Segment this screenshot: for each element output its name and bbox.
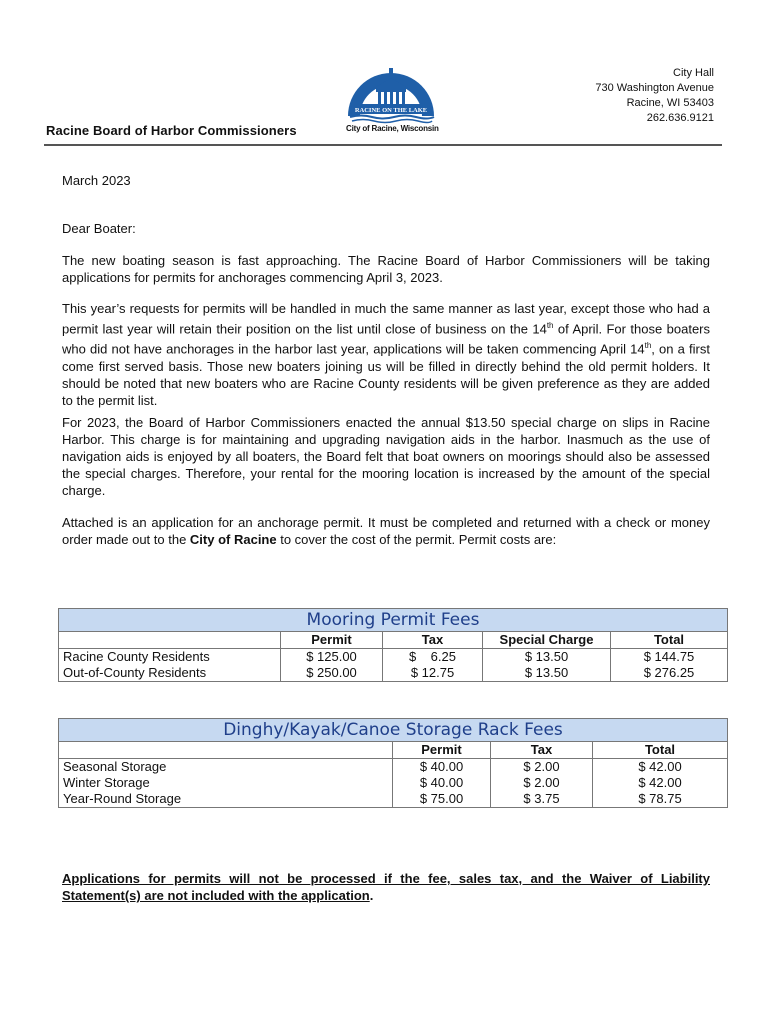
tax-value: $ 6.25	[409, 649, 456, 664]
mooring-fees-table	[58, 608, 728, 682]
application-notice	[62, 870, 710, 904]
tax-value: $ 2.00	[523, 759, 560, 774]
paragraph-3: For 2023, the Board of Harbor Commissioners enacted the annual $13.50 special charge on slips in Racine Harbor. This charge is for maintaining and upgrading navigation aids in the harbor. Inasmuch as the use of navigation aids is enjoyed by all boaters, the Board felt that boat owners on moorings should also be assessed the special charges. Therefore, your rental for the mooring location is increased by the amount of the special charge.	[62, 415, 710, 498]
organization-name: Racine Board of Harbor Commissioners	[46, 123, 297, 138]
special-charge-value: $ 13.50	[524, 649, 569, 664]
address-line: Racine, WI 53403	[626, 97, 714, 109]
total-value: $ 42.00	[638, 759, 682, 774]
total-value: $ 276.25	[643, 665, 695, 680]
tax-value: $ 2.00	[523, 775, 560, 790]
col-header-permit: Permit	[281, 632, 383, 649]
table-row	[59, 759, 728, 808]
payee-name: City of Racine	[189, 532, 277, 547]
return-address	[595, 66, 714, 126]
letter-date: March 2023	[62, 173, 131, 188]
notice-text: Applications for permits will not be processed if the fee, sales tax, and the Waiver of Liability Statement(s) are not included with the application	[62, 871, 710, 903]
paragraph-4-text: to cover the cost of the permit. Permit costs are:	[276, 532, 557, 547]
col-header-total: Total	[611, 632, 728, 649]
paragraph-2-text: , on a first come first served basis. Those new boaters joining us will be filled in directly behind the old permit holders. It should be noted that new boaters who are Racine County residents will be given preference as they are added to the permit list.	[62, 341, 710, 408]
col-header-special-charge: Special Charge	[483, 632, 611, 649]
logo-caption: City of Racine, Wisconsin	[346, 124, 439, 133]
row-labels	[59, 759, 393, 808]
total-values	[611, 649, 728, 682]
row-label: Winter Storage	[63, 775, 150, 790]
paragraph-4	[62, 514, 710, 548]
header-blank-cell	[59, 742, 393, 759]
mooring-fees-title: Mooring Permit Fees	[59, 609, 728, 632]
col-header-tax: Tax	[383, 632, 483, 649]
storage-fees-title: Dinghy/Kayak/Canoe Storage Rack Fees	[59, 719, 728, 742]
col-header-permit: Permit	[393, 742, 491, 759]
permit-value: $ 75.00	[419, 791, 464, 806]
special-charge-values	[483, 649, 611, 682]
col-header-tax: Tax	[491, 742, 593, 759]
permit-values	[393, 759, 491, 808]
permit-value: $ 125.00	[306, 649, 357, 664]
paragraph-2	[62, 300, 710, 409]
permit-value: $ 250.00	[306, 665, 357, 680]
total-value: $ 144.75	[643, 649, 695, 664]
address-line: 730 Washington Avenue	[595, 82, 714, 94]
header-blank-cell	[59, 632, 281, 649]
row-label: Seasonal Storage	[63, 759, 167, 774]
tax-values	[491, 759, 593, 808]
row-labels	[59, 649, 281, 682]
logo-banner-text: RACINE ON THE LAKE	[354, 107, 428, 114]
address-line: City Hall	[673, 67, 714, 79]
total-value: $ 78.75	[638, 791, 682, 806]
superscript: th	[644, 341, 652, 351]
total-value: $ 42.00	[638, 775, 682, 790]
address-line: 262.636.9121	[646, 112, 714, 124]
paragraph-4-text: Attached is an application for an anchorage permit. It must be completed and returned with a check or money order made out to the	[62, 515, 710, 547]
permit-value: $ 40.00	[419, 759, 464, 774]
tax-values	[383, 649, 483, 682]
salutation: Dear Boater:	[62, 221, 136, 236]
permit-values	[281, 649, 383, 682]
paragraph-2-text: This year’s requests for permits will be handled in much the same manner as last year, except those who had a permit last year will retain their position on the list until close of business on the 14	[62, 301, 710, 337]
row-label: Racine County Residents	[63, 649, 210, 664]
special-charge-value: $ 13.50	[524, 665, 569, 680]
storage-fees-table	[58, 718, 728, 808]
total-values	[593, 759, 728, 808]
tax-value: $ 12.75	[410, 665, 455, 680]
table-row	[59, 649, 728, 682]
superscript: th	[546, 321, 554, 330]
permit-value: $ 40.00	[419, 775, 464, 790]
row-label: Year-Round Storage	[63, 791, 182, 806]
tax-value: $ 3.75	[523, 791, 560, 806]
row-label: Out-of-County Residents	[63, 665, 207, 680]
header-divider	[44, 144, 722, 146]
paragraph-1: The new boating season is fast approaching. The Racine Board of Harbor Commissioners will be taking applications for permits for anchorages commencing April 3, 2023.	[62, 253, 710, 285]
paragraph-2-text: of April. For those boaters who did not have anchorages in the harbor last year, applications will be taken commencing April 14	[62, 321, 710, 357]
col-header-total: Total	[593, 742, 728, 759]
notice-period: .	[369, 888, 374, 903]
